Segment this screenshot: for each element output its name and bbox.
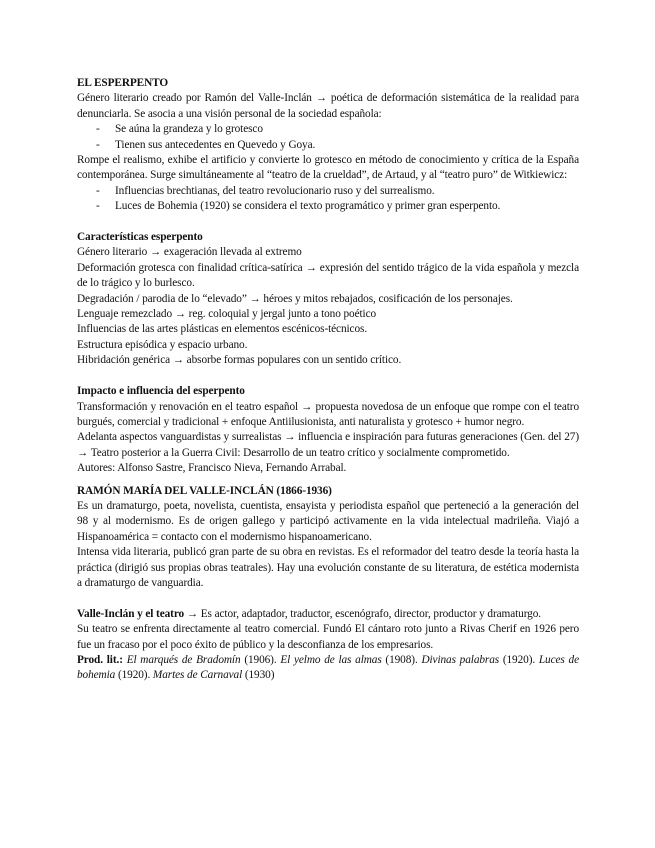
list-item: - Tienen sus antecedentes en Quevedo y Goya. bbox=[77, 138, 579, 153]
paragraph: Lenguaje remezclado → reg. coloquial y jergal junto a tono poético bbox=[77, 308, 377, 321]
work-year: (1920). bbox=[499, 653, 539, 666]
list-item: - Luces de Bohemia (1920) se considera el texto programático y primer gran esperpento. bbox=[77, 199, 579, 214]
dash-bullet: - bbox=[96, 138, 100, 151]
work-title: El yelmo de las almas bbox=[280, 653, 382, 666]
spacer bbox=[77, 215, 579, 230]
work-title: El marqués de Bradomín bbox=[126, 653, 241, 666]
spacer bbox=[77, 369, 579, 384]
paragraph: Hibridación genérica → absorbe formas populares con un sentido crítico. bbox=[77, 354, 402, 367]
work-title: Martes de Carnaval bbox=[152, 669, 243, 682]
works-list bbox=[77, 653, 579, 684]
work-year: (1920). bbox=[115, 669, 153, 682]
bullet-list bbox=[77, 184, 579, 215]
paragraph: Transformación y renovación en el teatro español → propuesta novedosa de un enfoque que rompe con el teatro burgués, comercial y tradicional + enfoque Antiilusionista, anti naturalista y grotesco + humor negro. bbox=[77, 400, 579, 428]
paragraph: Género literario → exageración llevada al extremo bbox=[77, 246, 302, 259]
work-year: (1906). bbox=[240, 653, 281, 666]
inline-heading: Valle-Inclán y el teatro bbox=[77, 607, 185, 620]
paragraph: Intensa vida literaria, publicó gran parte de su obra en revistas. Es el reformador del teatro desde la teoría hasta la práctica (dirigió sus propias obras teatrales). Hay una evolución constante de su literatura, de estética modernista a dramaturgo de vanguardia. bbox=[77, 546, 579, 589]
spacer bbox=[77, 591, 579, 606]
section-title-caracteristicas: Características esperpento bbox=[77, 231, 203, 244]
spacer bbox=[77, 477, 579, 484]
paragraph: Influencias de las artes plásticas en elementos escénicos-técnicos. bbox=[77, 323, 368, 336]
paragraph: Su teatro se enfrenta directamente al teatro comercial. Fundó El cántaro roto junto a Rivas Cherif en 1926 pero fue un fracaso por el poco éxito de público y la desconfianza de los empresarios. bbox=[77, 623, 579, 651]
paragraph: Valle-Inclán y el teatro → Es actor, adaptador, traductor, escenógrafo, director, productor y dramaturgo. bbox=[77, 607, 542, 620]
dash-bullet: - bbox=[96, 123, 100, 136]
dash-bullet: - bbox=[96, 200, 100, 213]
paragraph: Es un dramaturgo, poeta, novelista, cuentista, ensayista y periodista español que perteneció a la generación del 98 y al modernismo. Es de origen gallego y participó activamente en la vida intelectual madrileña. Viajó a Hispanoamérica = contacto con el modernismo hispanoamericano. bbox=[77, 499, 579, 543]
section-title-esperpento: EL ESPERPENTO bbox=[77, 77, 169, 89]
work-year: (1930) bbox=[242, 669, 275, 682]
paragraph: Adelanta aspectos vanguardistas y surrealistas → influencia e inspiración para futuras generaciones (Gen. del 27) → Teatro posterior a la Guerra Civil: Desarrollo de un teatro crítico y socialmente comprometido. bbox=[77, 431, 579, 459]
section-title-autor: RAMÓN MARÍA DEL VALLE-INCLÁN (1866-1936) bbox=[77, 484, 332, 497]
paragraph: Deformación grotesca con finalidad crítica-satírica → expresión del sentido trágico de la vida española y mezcla de lo trágico y lo burlesco. bbox=[77, 261, 579, 290]
dash-bullet: - bbox=[96, 184, 100, 197]
paragraph: Degradación / parodia de lo “elevado” → héroes y mitos rebajados, cosificación de los personajes. bbox=[77, 292, 513, 305]
paragraph: Rompe el realismo, exhibe el artificio y convierte lo grotesco en método de conocimiento y crítica de la España contemporánea. Surge simultáneamente al “teatro de la crueldad”, de Artaud, y al “teatro puro” de Witkiewicz: bbox=[77, 154, 579, 182]
work-year: (1908). bbox=[381, 653, 422, 666]
paragraph: Estructura episódica y espacio urbano. bbox=[77, 338, 248, 351]
list-item: - Se aúna la grandeza y lo grotesco bbox=[77, 122, 579, 137]
work-title: Divinas palabras bbox=[421, 653, 500, 666]
paragraph: Autores: Alfonso Sastre, Francisco Nieva, Fernando Arrabal. bbox=[77, 462, 347, 475]
work-title: Luces de bohemia bbox=[77, 653, 579, 682]
document-page bbox=[77, 76, 579, 684]
inline-heading: Prod. lit.: bbox=[77, 653, 123, 666]
bullet-list bbox=[77, 122, 579, 153]
paragraph: Género literario creado por Ramón del Valle-Inclán → poética de deformación sistemática de la realidad para denunciarla. Se asocia a una visión personal de la sociedad española: bbox=[77, 92, 579, 120]
section-title-impacto: Impacto e influencia del esperpento bbox=[77, 385, 245, 398]
list-item: - Influencias brechtianas, del teatro revolucionario ruso y del surrealismo. bbox=[77, 184, 579, 199]
